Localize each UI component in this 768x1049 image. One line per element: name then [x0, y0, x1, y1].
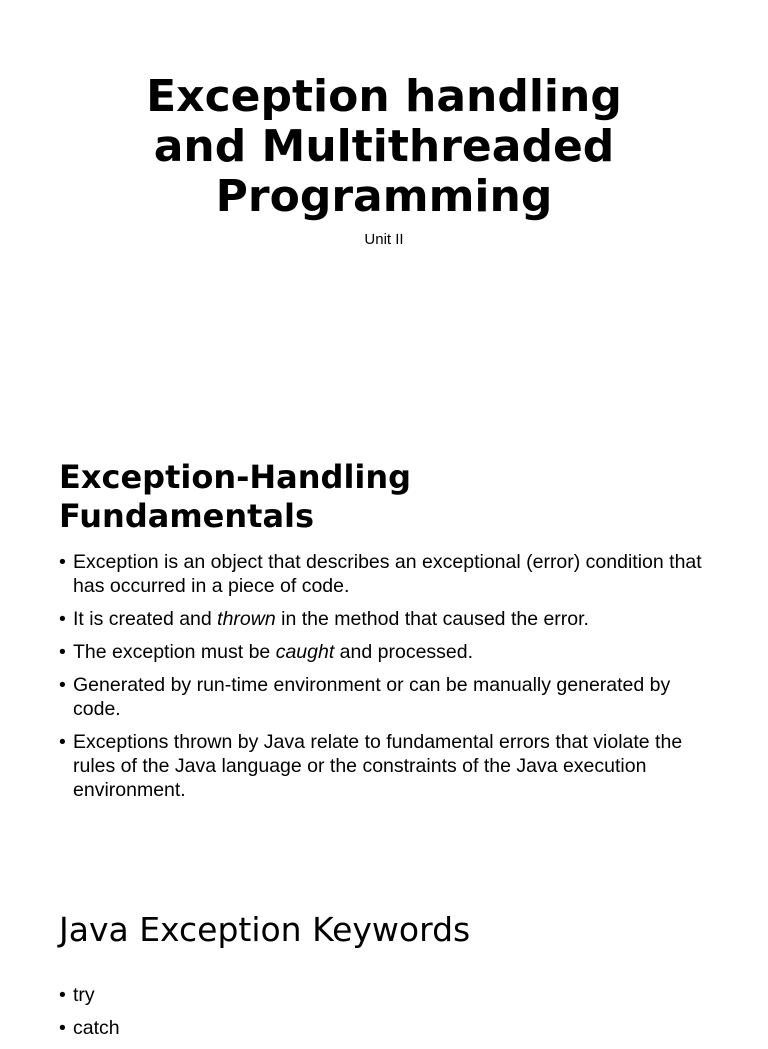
bullet-text: Exceptions thrown by Java relate to fundamental errors that violate the rules of the Java language or the constraints of the Java execution environment.: [73, 731, 683, 801]
slide-heading: [59, 458, 719, 536]
keywords-slide: [0, 880, 768, 1039]
bullet-text: in the method that caused the error.: [275, 608, 589, 630]
bullet-list: [59, 983, 719, 1049]
main-title-line: and Multithreaded: [153, 121, 615, 172]
bullet-item: [59, 673, 719, 721]
slide-heading: Java Exception Keywords: [59, 910, 471, 949]
bullet-text: Exception is an object that describes an exceptional (error) condition that has occurred in a piece of code.: [73, 551, 702, 597]
bullet-item: [59, 550, 719, 598]
bullet-item: [59, 730, 719, 802]
slide-heading-line: Exception-Handling: [59, 458, 412, 496]
title-slide: [0, 0, 768, 400]
bullet-text: It is created and: [73, 608, 218, 630]
bullet-item: [59, 983, 719, 1007]
bullet-text: The exception must be: [73, 641, 276, 663]
bullet-text: try: [73, 984, 95, 1006]
main-title: [0, 72, 768, 222]
subtitle: Unit II: [364, 231, 404, 248]
bullet-item: [59, 1016, 719, 1040]
bullet-text: catch: [73, 1017, 120, 1039]
bullet-emphasis: thrown: [217, 608, 276, 630]
bullet-item: [59, 607, 719, 631]
slide-heading-line: Fundamentals: [59, 497, 315, 535]
bullet-item: [59, 640, 719, 664]
bullet-text: Generated by run-time environment or can be manually generated by code.: [73, 674, 671, 720]
bullet-emphasis: caught: [275, 641, 335, 663]
fundamentals-slide: [0, 400, 768, 880]
bullet-text: and processed.: [334, 641, 474, 663]
main-title-line: Exception handling: [146, 71, 622, 122]
main-title-line: Programming: [215, 171, 553, 222]
bullet-list: [59, 550, 719, 811]
